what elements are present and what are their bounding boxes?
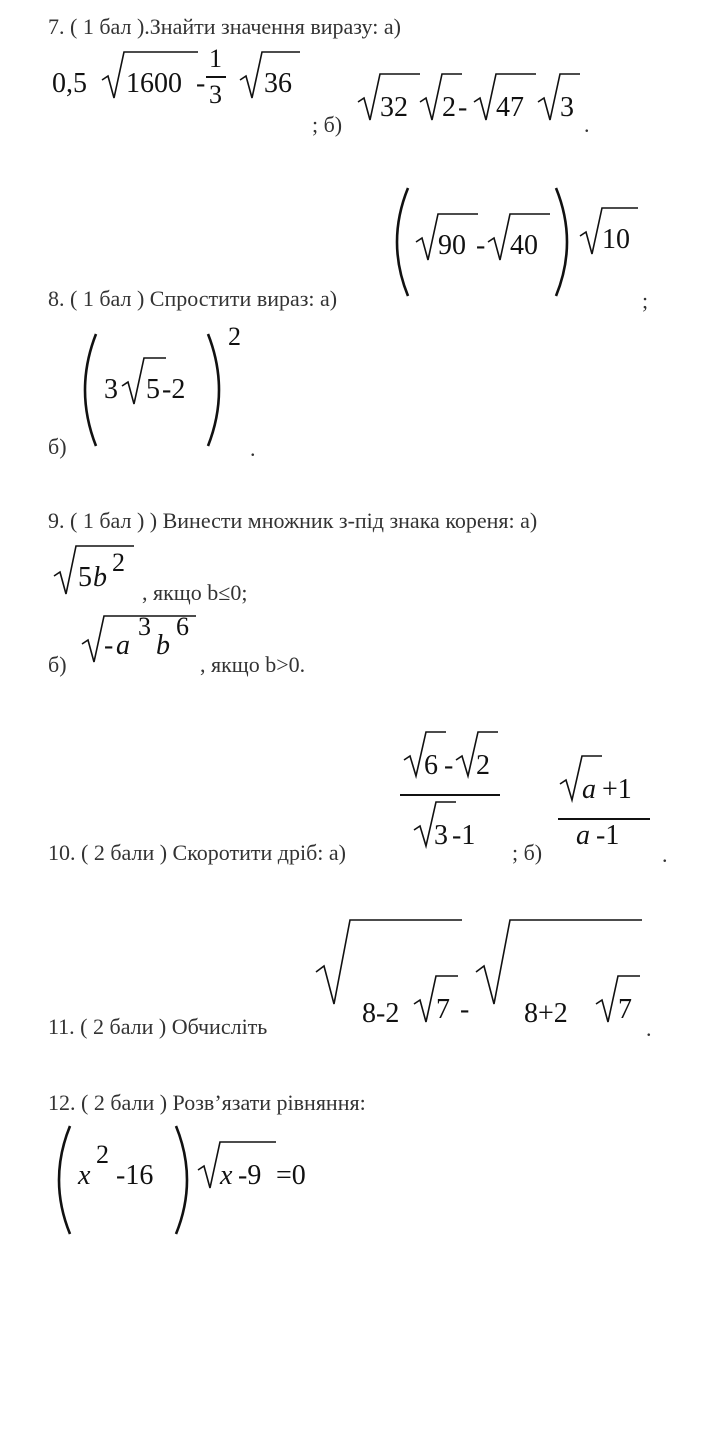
q8-a-radicand-2: 40 <box>510 230 538 261</box>
q8-semicolon: ; <box>642 288 649 313</box>
q10-a-den-tail: -1 <box>452 820 476 851</box>
q9-b-condition: , якщо b>0. <box>200 652 306 677</box>
q7-b-radicand-2: 2 <box>442 92 456 123</box>
q8-b-exponent: 2 <box>228 322 241 351</box>
q12-label: 12. ( 2 бали ) Розв’язати рівняння: <box>48 1090 366 1115</box>
q10-b-num-variable: a <box>582 774 596 805</box>
q12-tail: -16 <box>116 1160 154 1191</box>
q12-radicand-variable: x <box>220 1160 233 1191</box>
q8-b-radicand: 5 <box>146 374 160 405</box>
q9-b-variable-1: a <box>116 630 130 661</box>
q7-separator-b: ; б) <box>312 112 343 137</box>
q10-a-num-radicand-2: 2 <box>476 750 490 781</box>
q8-b-label: б) <box>48 434 67 459</box>
q11-end-period: . <box>646 1016 652 1041</box>
q7-label: 7. ( 1 бал ).Знайти значення виразу: а) <box>48 14 401 39</box>
q12-right-paren <box>172 1124 192 1236</box>
q10-a-num-minus: - <box>444 750 454 781</box>
q12-radical-sign <box>198 1140 276 1194</box>
q11-r1-radicand: 7 <box>436 994 450 1025</box>
q10-a-den-radicand: 3 <box>434 820 448 851</box>
q8-a-radicand-1: 90 <box>438 230 466 261</box>
q7-a-minus: - <box>196 68 206 99</box>
q7-a-coefficient: 0,5 <box>52 68 87 99</box>
q8-a-radicand-3: 10 <box>602 224 630 255</box>
q10-a-fraction-bar <box>400 794 500 796</box>
q7-a-fraction-numerator: 1 <box>209 44 222 73</box>
q9-b-label: б) <box>48 652 67 677</box>
q7-b-radicand-4: 3 <box>560 92 574 123</box>
q11-r1-prefix: 8-2 <box>362 998 400 1029</box>
q10-end-period: . <box>662 842 668 867</box>
q7-a-radicand-2: 36 <box>264 68 292 99</box>
q10-b-den-tail: -1 <box>596 820 620 851</box>
q8-b-right-paren <box>204 332 224 448</box>
q7-b-radicand-1: 32 <box>380 92 408 123</box>
q10-b-den-variable: a <box>576 820 590 851</box>
q8-end-period: . <box>250 436 256 461</box>
q7-a-radicand-1: 1600 <box>126 68 182 99</box>
q11-r2-prefix: 8+2 <box>524 998 568 1029</box>
q9-a-variable: b <box>93 562 107 593</box>
q12-equals-zero: =0 <box>276 1160 306 1191</box>
q9-b-variable-2: b <box>156 630 170 661</box>
q9-label: 9. ( 1 бал ) ) Винести множник з-під знака кореня: а) <box>48 508 538 533</box>
q12-variable: x <box>78 1160 91 1191</box>
q7-b-minus: - <box>458 92 468 123</box>
q7-a-fraction-denominator: 3 <box>209 80 222 109</box>
q7-b-radicand-3: 47 <box>496 92 524 123</box>
q9-b-minus: - <box>104 630 114 661</box>
q10-separator-b: ; б) <box>512 840 543 865</box>
q9-a-coefficient: 5 <box>78 562 92 593</box>
q8-a-minus: - <box>476 230 486 261</box>
q8-label: 8. ( 1 бал ) Спростити вираз: а) <box>48 286 338 311</box>
q12-radicand-tail: -9 <box>238 1160 262 1191</box>
q9-b-exponent-1: 3 <box>138 612 151 641</box>
q8-a-left-paren <box>392 186 412 298</box>
q7-a-fraction-bar <box>206 76 226 78</box>
q10-a-num-radicand-1: 6 <box>424 750 438 781</box>
q10-b-num-tail: +1 <box>602 774 632 805</box>
q8-b-left-paren <box>80 332 100 448</box>
q12-left-paren <box>54 1124 74 1236</box>
q9-b-exponent-2: 6 <box>176 612 189 641</box>
q11-minus: - <box>460 994 470 1025</box>
q10-label: 10. ( 2 бали ) Скоротити дріб: а) <box>48 840 346 865</box>
q11-label: 11. ( 2 бали ) Обчисліть <box>48 1014 268 1039</box>
q8-a-right-paren <box>552 186 572 298</box>
q7-end-period: . <box>584 112 590 137</box>
q8-b-tail: -2 <box>162 374 186 405</box>
q9-a-exponent: 2 <box>112 548 125 577</box>
q8-b-coefficient: 3 <box>104 374 118 405</box>
q12-exponent: 2 <box>96 1140 109 1169</box>
q11-r2-radicand: 7 <box>618 994 632 1025</box>
q9-a-condition: , якщо b≤0; <box>142 580 248 605</box>
